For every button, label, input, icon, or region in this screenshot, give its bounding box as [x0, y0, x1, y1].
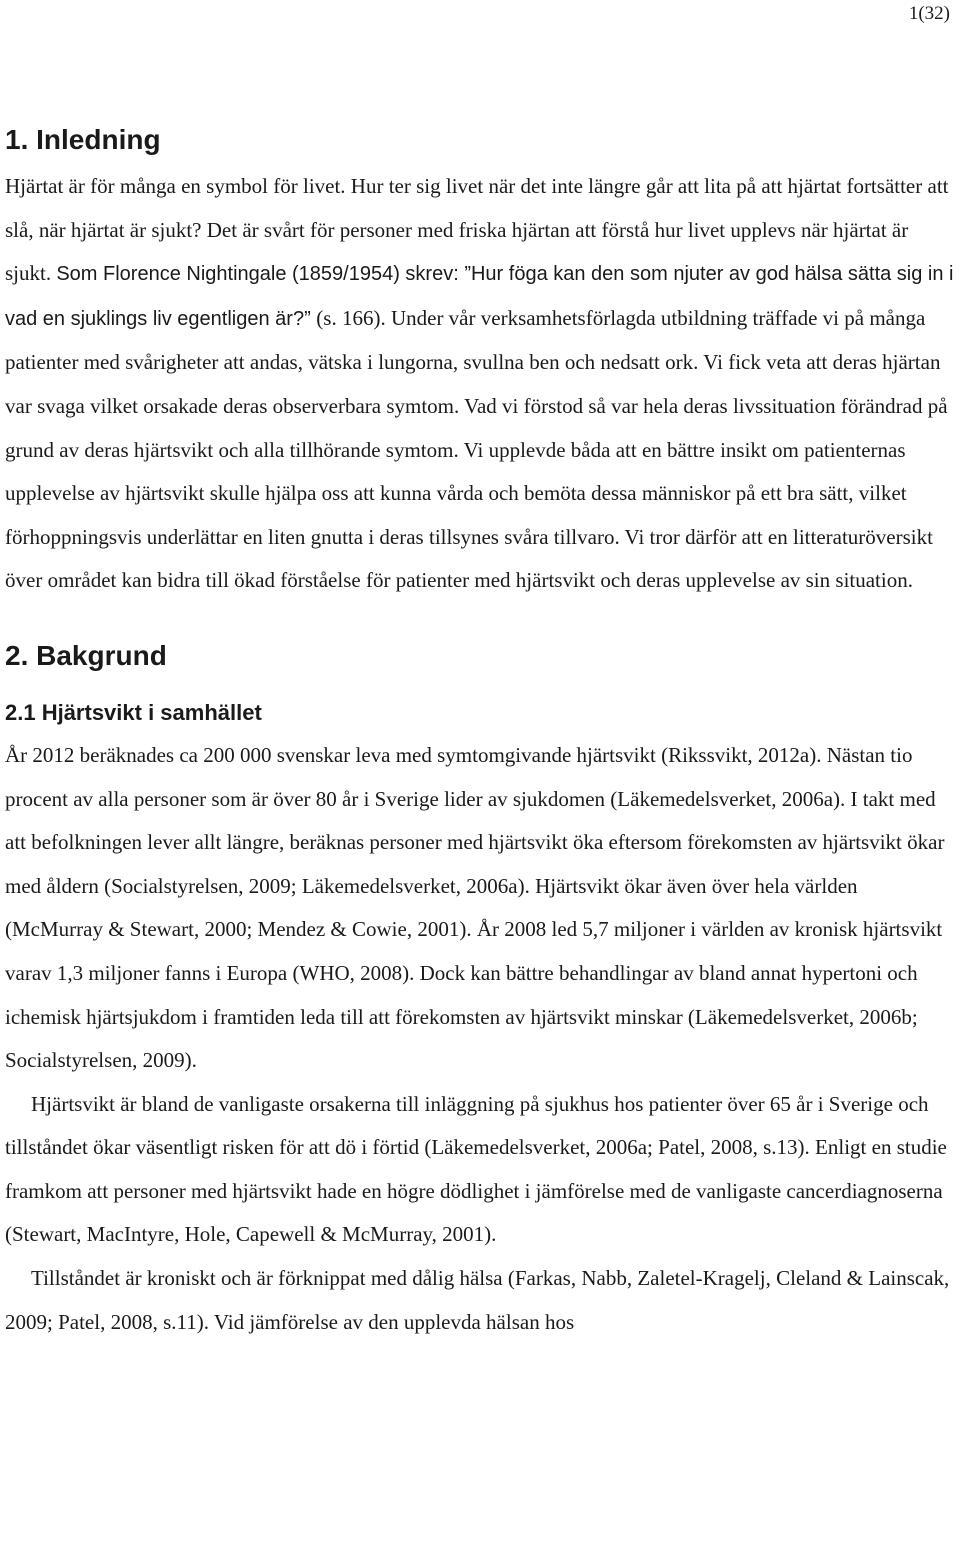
background-paragraph-2: Hjärtsvikt är bland de vanligaste orsakerna till inläggning på sjukhus hos patienter över 65 år i Sverige och tillståndet ökar väsentligt risken för att dö i förtid (Läkemedelsverket, 2006a; Patel, 2008, s.13). Enligt en studie framkom att personer med hjärtsvikt hade en högre dödlighet i jämförelse med de vanligaste cancerdiagnoserna (Stewart, MacIntyre, Hole, Capewell & McMurray, 2001). — [5, 1091, 947, 1247]
nightingale-quote: Som Florence Nightingale (1859/1954) skrev: ”Hur föga kan den som njuter av god hälsa sätta sig in i vad en sjuklings liv egentligen är?” — [5, 263, 954, 330]
background-paragraph-1: År 2012 beräknades ca 200 000 svenskar leva med symtomgivande hjärtsvikt (Rikssvikt, 2012a). Nästan tio procent av alla personer som är över 80 år i Sverige lider av sjukdomen (Läkemedelsverket, 2006a). I takt med att befolkningen lever allt längre, beräknas personer med hjärtsvikt öka eftersom förekomsten av hjärtsvikt ökar med åldern (Socialstyrelsen, 2009; Läkemedelsverket, 2006a). Hjärtsvikt ökar även över hela världen (McMurray & Stewart, 2000; Mendez & Cowie, 2001). År 2008 led 5,7 miljoner i världen av kronisk hjärtsvikt varav 1,3 miljoner fanns i Europa (WHO, 2008). Dock kan bättre behandlingar av bland annat hypertoni och ichemisk hjärtsjukdom i framtiden leda till att förekomsten av hjärtsvikt minskar (Läkemedelsverket, 2006b; Socialstyrelsen, 2009). — [5, 742, 945, 1073]
intro-text: Hjärtat är för många en symbol för livet. Hur ter sig livet när det inte längre går att lita på att hjärtat fortsätter att slå, när hjärtat är sjukt? Det är svårt för personer med friska hjärtan att förstå hur livet upplevs när hjärtat är sjukt. — [5, 174, 949, 286]
intro-paragraph — [5, 165, 955, 603]
document-body — [5, 115, 955, 1344]
section-heading-inledning: 1. Inledning — [5, 124, 161, 155]
section-heading-bakgrund: 2. Bakgrund — [5, 639, 167, 671]
page-number: 1(32) — [908, 3, 950, 24]
intro-text-continued: (s. 166). Under vår verksamhetsförlagda utbildning träffade vi på många patienter med svårigheter att andas, vätska i lungorna, svullna ben och nedsatt ork. Vi fick veta att deras hjärtan var svaga vilket orsakade deras observerbara symtom. Vad vi förstod så var hela deras livssituation förändrad på grund av deras hjärtsvikt och alla tillhörande symtom. Vi upplevde båda att en bättre insikt om patienternas upplevelse av hjärtsvikt skulle hjälpa oss att kunna vårda och bemöta dessa människor på ett bra sätt, vilket förhoppningsvis underlättar en liten gnutta i deras tillsynes svåra tillvaro. Vi tror därför att en litteraturöversikt över området kan bidra till ökad förståelse för patienter med hjärtsvikt och deras upplevelse av sin situation. — [5, 305, 948, 593]
subsection-heading-hjartsvikt-i-samhallet: 2.1 Hjärtsvikt i samhället — [5, 699, 262, 725]
background-paragraph-3: Tillståndet är kroniskt och är förknippat med dålig hälsa (Farkas, Nabb, Zaletel-Kragelj, Cleland & Lainscak, 2009; Patel, 2008, s.11). Vid jämförelse av den upplevda hälsan hos — [5, 1266, 950, 1334]
